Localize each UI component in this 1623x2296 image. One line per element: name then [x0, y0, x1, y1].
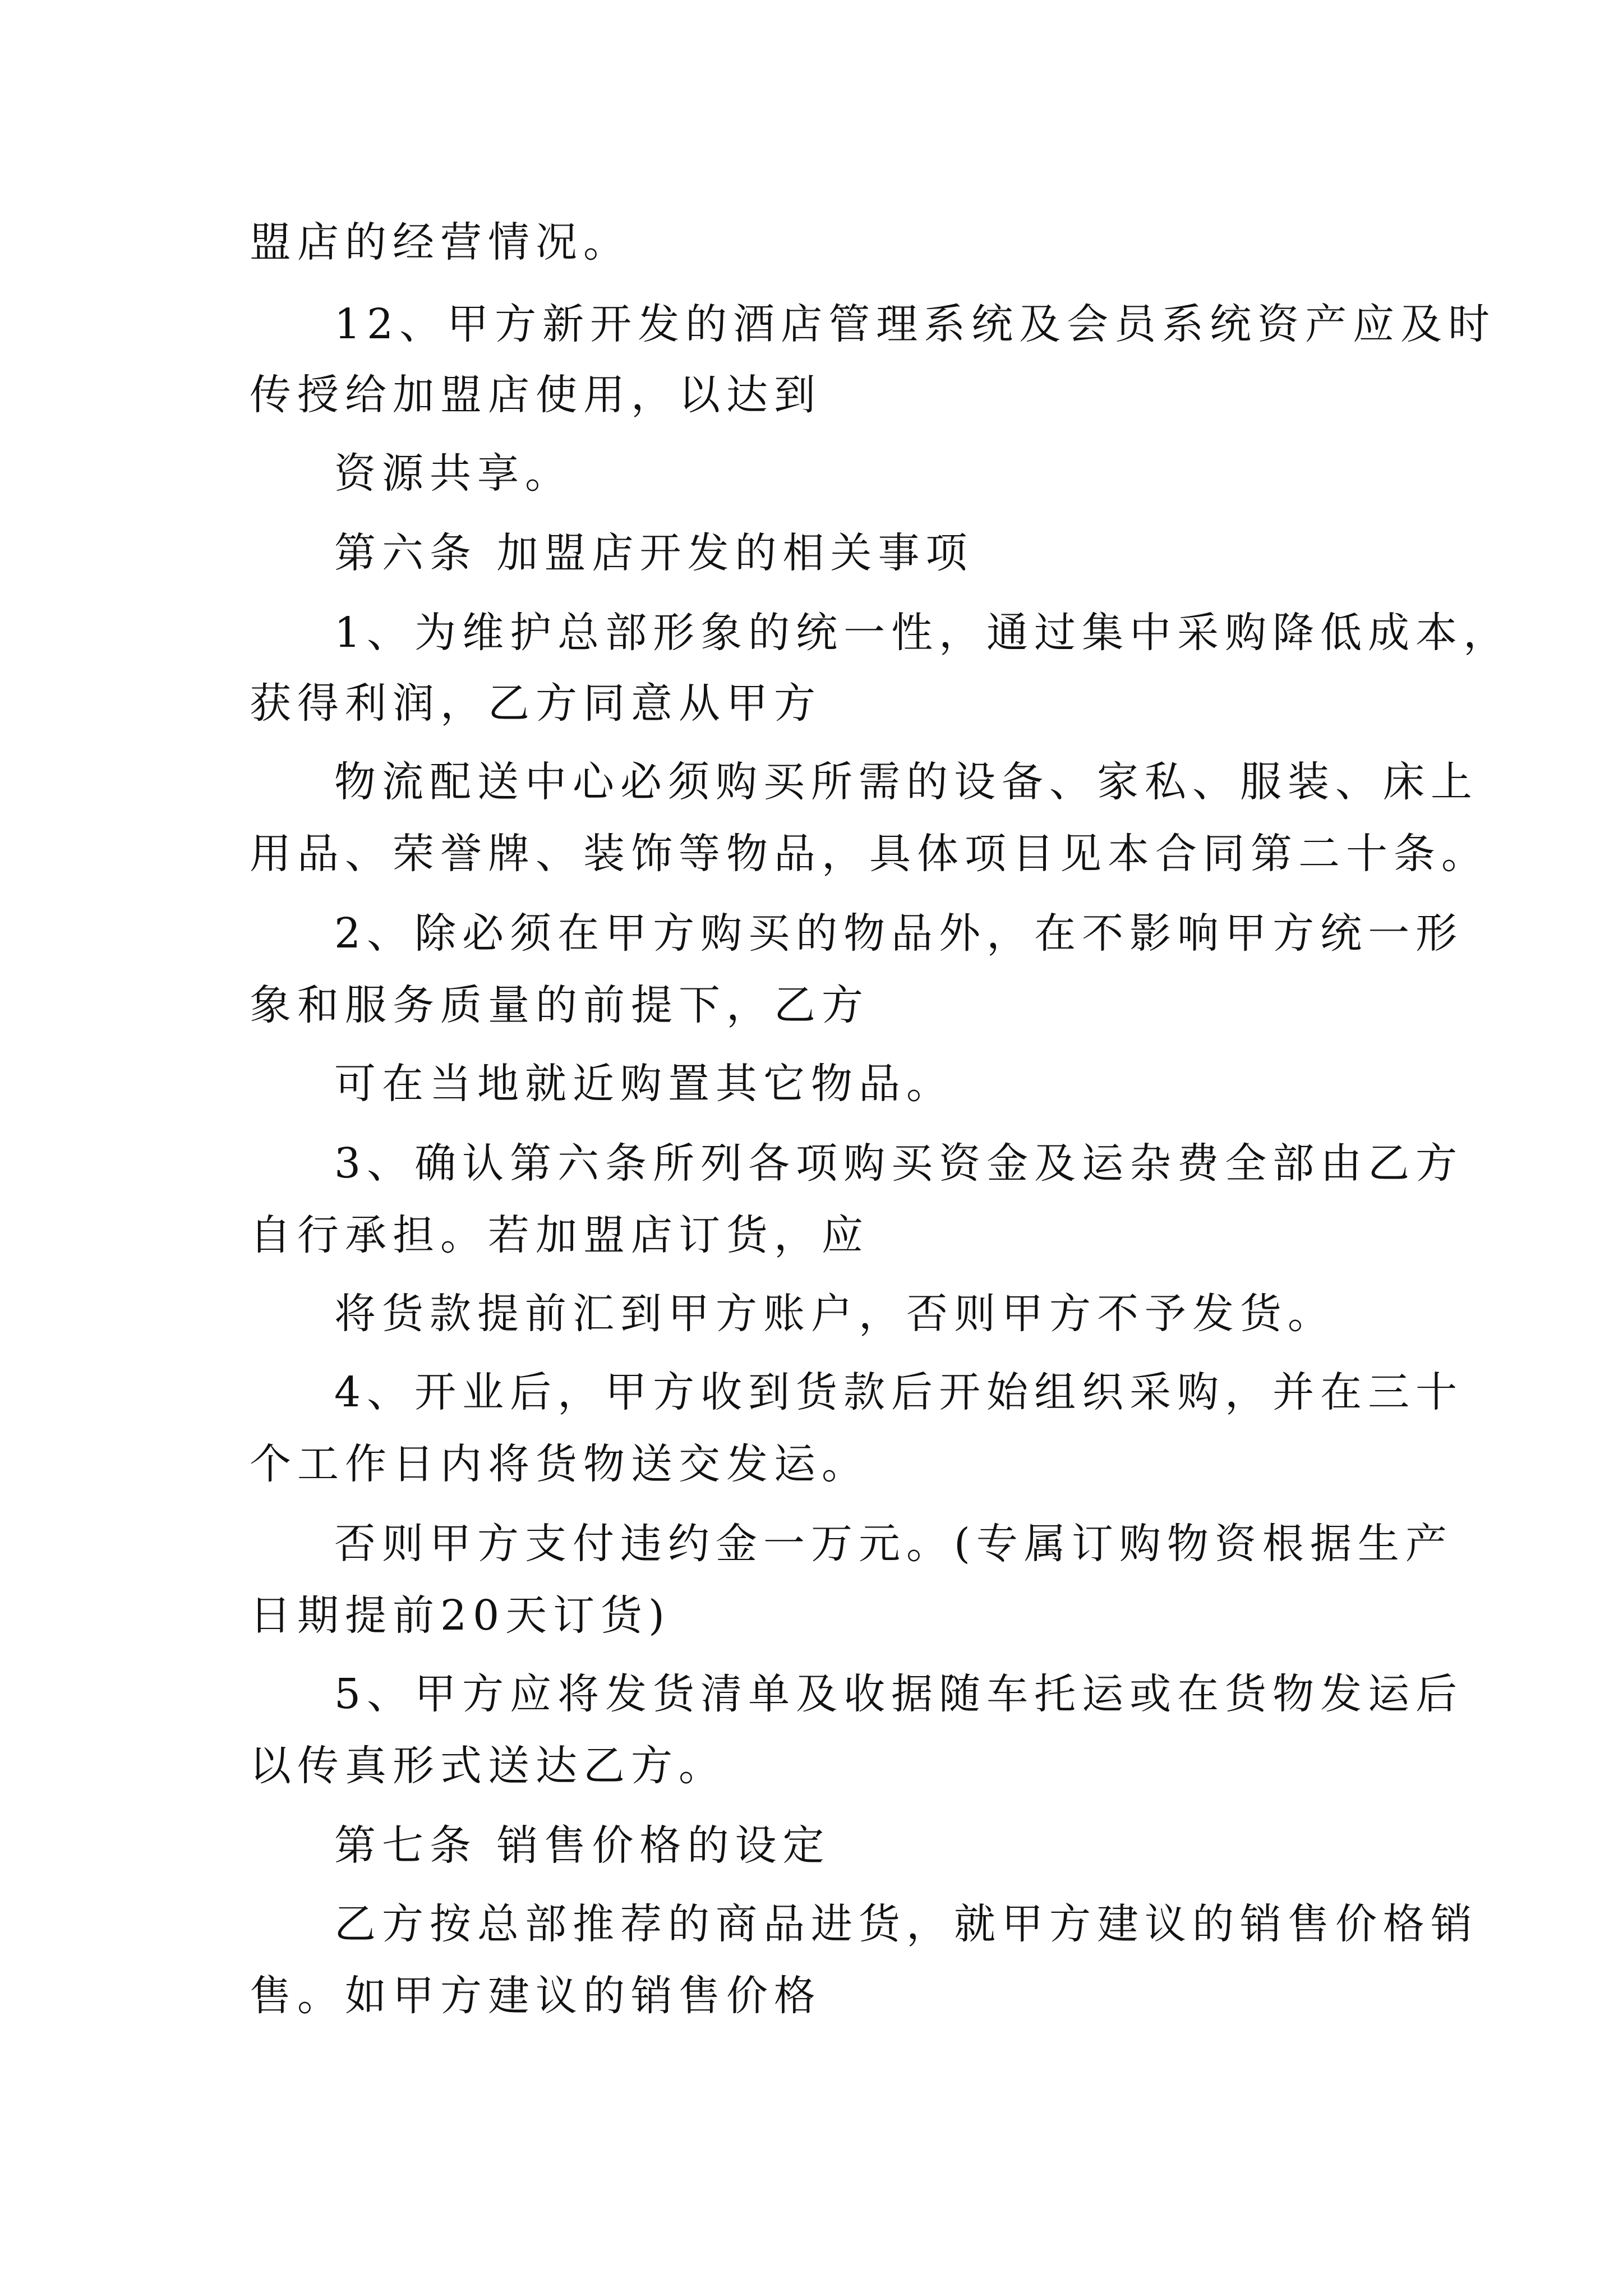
- text-line-2: 12、甲方新开发的酒店管理系统及会员系统资产应及时: [334, 300, 1496, 348]
- text-line-4: 资源共享。: [334, 449, 573, 498]
- text-line-3: 传授给加盟店使用，以达到: [250, 371, 822, 419]
- text-line-11: 象和服务质量的前提下，乙方: [250, 981, 869, 1029]
- text-line-23: 乙方按总部推荐的商品进货，就甲方建议的销售价格销: [334, 1900, 1478, 1948]
- text-line-24: 售。如甲方建议的销售价格: [250, 1972, 822, 2020]
- text-line-1: 盟店的经营情况。: [250, 218, 631, 266]
- text-line-17: 个工作日内将货物送交发运。: [250, 1440, 869, 1488]
- text-line-14: 自行承担。若加盟店订货，应: [250, 1211, 869, 1259]
- text-line-16: 4、开业后，甲方收到货款后开始组织采购，并在三十: [334, 1368, 1464, 1416]
- text-line-7: 获得利润，乙方同意从甲方: [250, 679, 822, 728]
- text-line-6: 1、为维护总部形象的统一性，通过集中采购降低成本，: [334, 609, 1511, 657]
- text-line-10: 2、除必须在甲方购买的物品外，在不影响甲方统一形: [334, 909, 1464, 958]
- text-line-8: 物流配送中心必须购买所需的设备、家私、服装、床上: [334, 758, 1478, 806]
- text-line-13: 3、确认第六条所列各项购买资金及运杂费全部由乙方: [334, 1139, 1464, 1188]
- text-line-15: 将货款提前汇到甲方账户，否则甲方不予发货。: [334, 1290, 1335, 1338]
- text-line-9: 用品、荣誉牌、装饰等物品，具体项目见本合同第二十条。: [250, 830, 1489, 878]
- text-line-21: 以传真形式送达乙方。: [250, 1742, 726, 1790]
- text-line-20: 5、甲方应将发货清单及收据随车托运或在货物发运后: [334, 1670, 1464, 1718]
- text-line-18: 否则甲方支付违约金一万元。(专属订购物资根据生产: [334, 1520, 1453, 1568]
- text-line-19: 日期提前20天订货): [250, 1591, 671, 1640]
- section-heading-6: 第六条 加盟店开发的相关事项: [334, 529, 974, 577]
- text-line-12: 可在当地就近购置其它物品。: [334, 1060, 954, 1108]
- section-heading-7: 第七条 销售价格的设定: [334, 1821, 831, 1870]
